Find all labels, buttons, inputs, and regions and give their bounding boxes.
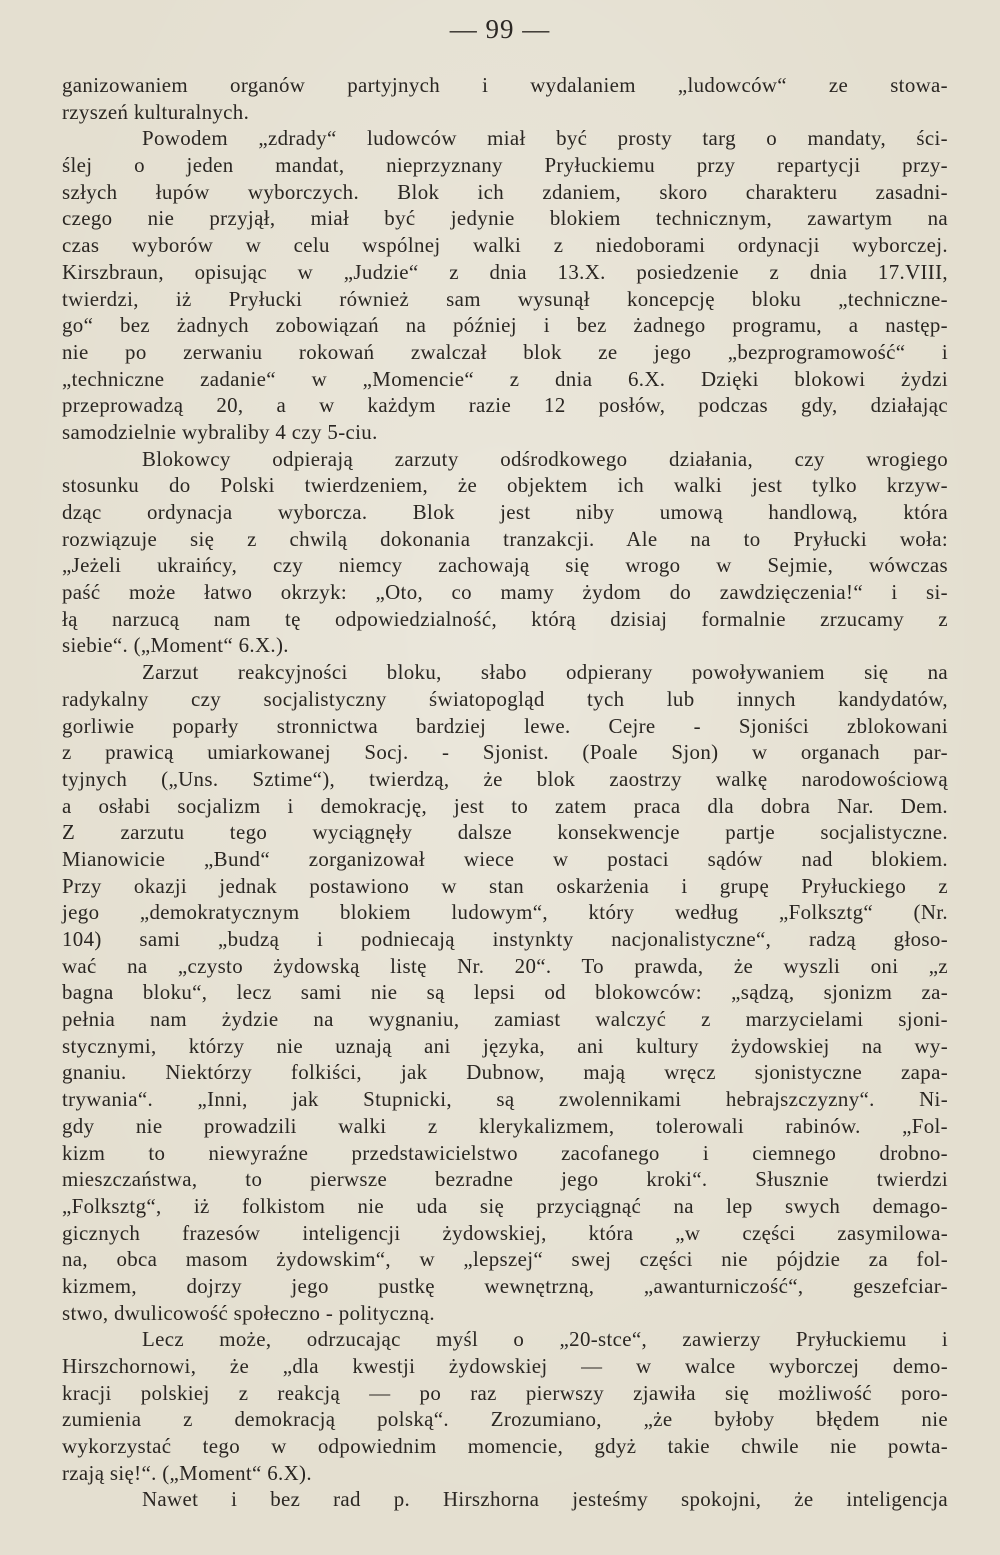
text-line: Mianowicie „Bund“ zorganizował wiece w postaci sądów nad blokiem. <box>62 846 948 871</box>
text-line: siebie“. („Moment“ 6.X.). <box>62 633 289 658</box>
text-line: rzyszeń kulturalnych. <box>62 99 250 124</box>
text-line: dząc ordynacja wyborcza. Blok jest niby umową handlową, która <box>62 500 948 524</box>
text-line: Powodem „zdrady“ ludowców miał być prosty targ o mandaty, ści- <box>142 126 948 151</box>
text-line: szłych łupów wyborczych. Blok ich zdaniem, skoro charakteru zasadni- <box>62 179 948 204</box>
text-line: pełnia nam żydzie na wygnaniu, zamiast walczyć z marzycielami sjoni- <box>62 1007 948 1032</box>
body-text <box>62 72 948 1513</box>
text-line: gorliwie poparły stronnictwa bardziej lewe. Cejre - Sjoniści zblokowani <box>62 713 948 738</box>
text-line: zumienia z demokracją polską“. Zrozumiano, „że byłoby błędem nie <box>62 1407 948 1432</box>
text-line: „Jeżeli ukraińcy, czy niemcy zachowają się wrogo w Sejmie, wówczas <box>62 553 948 578</box>
text-line: Hirszchornowi, że „dla kwestji żydowskiej — w walce wyborczej demo- <box>62 1354 948 1378</box>
text-line: Przy okazji jednak postawiono w stan oskarżenia i grupę Pryłuckiego z <box>62 873 948 898</box>
text-line: stosunku do Polski twierdzeniem, że objektem ich walki jest tylko krzyw- <box>62 473 948 498</box>
text-line: gicznych frazesów inteligencji żydowskiej, która „w części zasymilowa- <box>62 1220 948 1245</box>
text-line: stycznymi, którzy nie uznają ani języka, ani kultury żydowskiej na wy- <box>62 1033 948 1058</box>
text-line: wać na „czysto żydowską listę Nr. 20“. To prawda, że wyszli oni „z <box>62 953 948 978</box>
text-line: nie po zerwaniu rokowań zwalczał blok ze jego „bezprogramowość“ i <box>62 339 948 364</box>
text-line: kizmem, dojrzy jego pustkę wewnętrzną, „awanturniczość“, geszefciar- <box>62 1273 948 1298</box>
text-line: kracji polskiej z reakcją — po raz pierwszy zjawiła się możliwość poro- <box>62 1380 948 1405</box>
text-line: łą narzucą nam tę odpowiedzialność, którą dzisiaj formalnie zrzucamy z <box>62 606 948 631</box>
text-line: czas wyborów w celu wspólnej walki z niedoborami ordynacji wyborczej. <box>62 233 948 258</box>
text-line: paść może łatwo okrzyk: „Oto, co mamy żydom do zawdzięczenia!“ i si- <box>62 580 948 605</box>
text-line: Blokowcy odpierają zarzuty odśrodkowego działania, czy wrogiego <box>142 446 948 471</box>
text-line: 104) sami „budzą i podniecają instynkty nacjonalistyczne“, radzą głoso- <box>62 927 948 951</box>
text-line: trywania“. „Inni, jak Stupnicki, są zwolennikami hebrajszczyzny“. Ni- <box>62 1087 948 1112</box>
text-line: czego nie przyjął, miał być jedynie blokiem technicznym, zawartym na <box>62 206 948 231</box>
text-line: twierdzi, iż Pryłucki również sam wysunął koncepcję bloku „techniczne- <box>62 286 948 311</box>
text-line: przeprowadzą 20, a w każdym razie 12 posłów, podczas gdy, działając <box>62 393 948 418</box>
text-line: gnaniu. Niektórzy folkiści, jak Dubnow, mają wręcz sjonistyczne zapa- <box>62 1060 948 1085</box>
text-line: rozwiązuje się z chwilą dokonania tranzakcji. Ale na to Pryłucki woła: <box>62 526 948 551</box>
page-number: — 99 — <box>449 14 551 44</box>
text-line: na, obca masom żydowskim“, w „lepszej“ swej części nie pójdzie za fol- <box>62 1247 948 1272</box>
text-line: Lecz może, odrzucając myśl o „20-stce“, zawierzy Pryłuckiemu i <box>142 1327 948 1352</box>
text-line: ślej o jeden mandat, nieprzyznany Pryłuckiemu przy repartycji przy- <box>62 153 948 178</box>
text-line: tyjnych („Uns. Sztime“), twierdzą, że blok zaostrzy walkę narodowościową <box>62 766 948 791</box>
text-line: kizm to niewyraźne przedstawicielstwo zacofanego i ciemnego drobno- <box>62 1140 948 1165</box>
text-line: samodzielnie wybraliby 4 czy 5-ciu. <box>62 419 378 444</box>
text-line: „Folksztg“, iż folkistom nie uda się przyciągnąć na lep swych demago- <box>62 1193 948 1218</box>
text-line: rzają się!“. („Moment“ 6.X). <box>62 1460 312 1485</box>
text-line: Z zarzutu tego wyciągnęły dalsze konsekwencje partje socjalistyczne. <box>62 820 948 845</box>
text-line: bagna bloku“, lecz sami nie są lepsi od blokowców: „sądzą, sjonizm za- <box>62 980 948 1005</box>
text-line: z prawicą umiarkowanej Socj. - Sjonist. (Poale Sjon) w organach par- <box>62 740 948 765</box>
text-line: wykorzystać tego w odpowiednim momencie, gdyż takie chwile nie powta- <box>62 1434 948 1459</box>
text-line: mieszczaństwa, to pierwsze bezradne jego kroki“. Słusznie twierdzi <box>62 1167 948 1192</box>
text-line: radykalny czy socjalistyczny światopogląd tych lub innych kandydatów, <box>62 686 948 711</box>
text-line: Kirszbraun, opisując w „Judzie“ z dnia 13.X. posiedzenie z dnia 17.VIII, <box>62 259 948 284</box>
text-line: ganizowaniem organów partyjnych i wydalaniem „ludowców“ ze stowa- <box>62 73 948 97</box>
text-line: Nawet i bez rad p. Hirszhorna jesteśmy spokojni, że inteligencja <box>142 1487 948 1512</box>
text-line: stwo, dwulicowość społeczno - polityczną. <box>62 1300 435 1325</box>
text-line: „techniczne zadanie“ w „Momencie“ z dnia 6.X. Dzięki blokowi żydzi <box>62 366 948 391</box>
text-line: Zarzut reakcyjności bloku, słabo odpierany powoływaniem się na <box>142 660 948 685</box>
text-line: gdy nie prowadzili walki z klerykalizmem, tolerowali rabinów. „Fol- <box>62 1113 948 1138</box>
text-line: jego „demokratycznym blokiem ludowym“, który według „Folksztg“ (Nr. <box>62 900 948 925</box>
text-line: a osłabi socjalizm i demokrację, jest to zatem praca dla dobra Nar. Dem. <box>62 793 948 818</box>
text-line: go“ bez żadnych zobowiązań na później i bez żadnego programu, a następ- <box>62 313 948 338</box>
